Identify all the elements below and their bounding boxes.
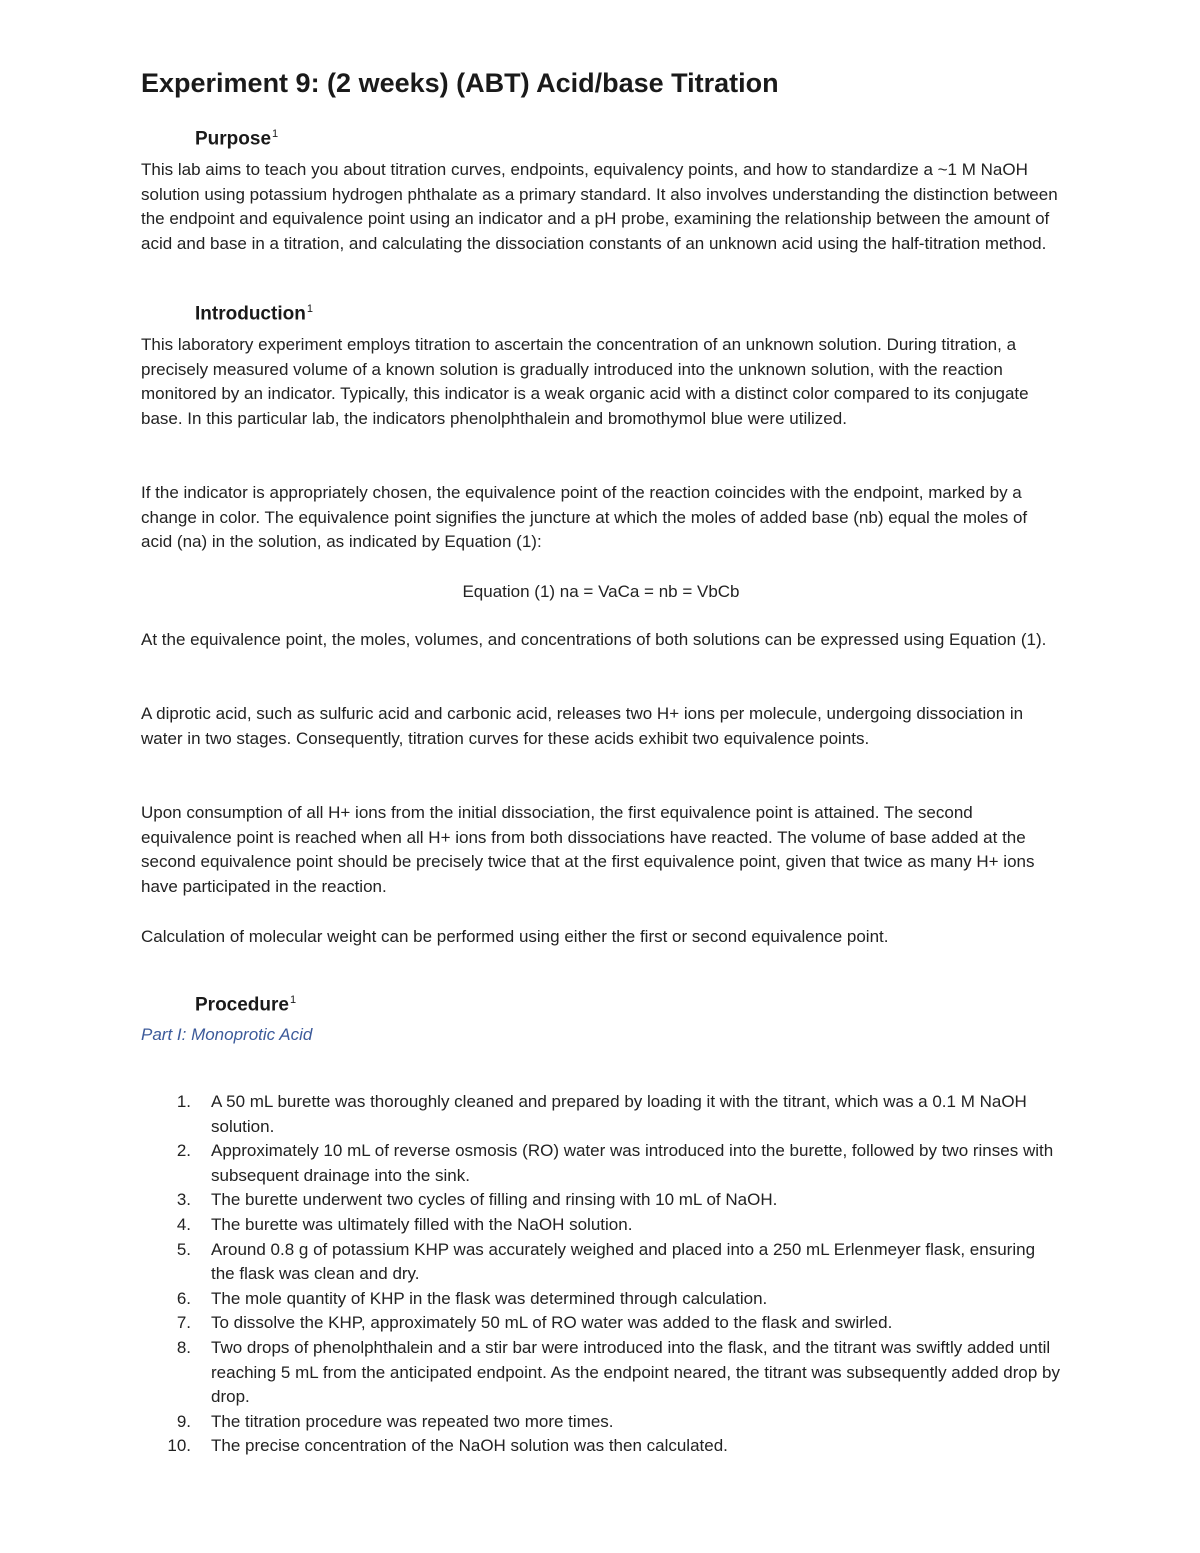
procedure-step — [141, 1090, 1061, 1139]
step-number: 3. — [176, 1190, 191, 1210]
intro-paragraph-3: At the equivalence point, the moles, volumes, and concentrations of both solutions can be expressed using Equation (1). — [141, 630, 1047, 649]
intro-paragraph-4: A diprotic acid, such as sulfuric acid and carbonic acid, releases two H+ ions per molecule, undergoing dissociation in water in two stages. Consequently, titration curves for these acids exhibit two equivalence points. — [141, 704, 1024, 748]
step-text: The burette was ultimately filled with the NaOH solution. — [211, 1214, 633, 1234]
procedure-step — [141, 1336, 1061, 1410]
procedure-step — [141, 1434, 1061, 1459]
step-number: 7. — [176, 1313, 191, 1333]
step-number: 1. — [176, 1092, 191, 1111]
procedure-heading-text: Procedure — [195, 994, 289, 1016]
procedure-heading — [195, 994, 296, 1016]
procedure-step — [141, 1410, 1061, 1435]
procedure-step — [141, 1311, 1061, 1336]
step-text: Approximately 10 mL of reverse osmosis (RO) water was introduced into the burette, followed by two rinses with subsequent drainage into the sink. — [211, 1141, 1054, 1185]
step-text: The mole quantity of KHP in the flask was determined through calculation. — [211, 1288, 768, 1308]
step-number: 2. — [176, 1141, 191, 1161]
intro-paragraph-6: Calculation of molecular weight can be performed using either the first or second equivalence point. — [141, 927, 889, 946]
procedure-steps-list — [141, 1090, 1061, 1459]
step-number: 9. — [176, 1411, 191, 1431]
introduction-footnote-ref: 1 — [306, 303, 313, 315]
equation-1: Equation (1) na = VaCa = nb = VbCb — [462, 582, 740, 601]
step-number: 8. — [176, 1337, 191, 1357]
purpose-footnote-ref: 1 — [272, 128, 279, 140]
introduction-heading — [195, 303, 313, 325]
purpose-heading-text: Purpose — [195, 128, 272, 150]
procedure-step — [141, 1188, 1061, 1213]
procedure-step — [141, 1139, 1061, 1188]
step-number: 6. — [176, 1288, 191, 1308]
step-text: A 50 mL burette was thoroughly cleaned and prepared by loading it with the titrant, which was a 0.1 M NaOH solution. — [211, 1092, 1027, 1136]
document-title: Experiment 9: (2 weeks) (ABT) Acid/base Titration — [141, 68, 779, 98]
purpose-heading — [195, 128, 278, 150]
step-text: Two drops of phenolphthalein and a stir bar were introduced into the flask, and the titrant was swiftly added until reaching 5 mL from the anticipated endpoint. As the endpoint neared, the titrant was subsequently added drop by drop. — [211, 1337, 1060, 1407]
step-text: The titration procedure was repeated two more times. — [211, 1411, 614, 1431]
intro-paragraph-1: This laboratory experiment employs titration to ascertain the concentration of an unknown solution. During titration, a precisely measured volume of a known solution is gradually introduced into the unknown solution, with the reaction monitored by an indicator. Typically, this indicator is a weak organic acid with a distinct color compared to its conjugate base. In this particular lab, the indicators phenolphthalein and bromothymol blue were utilized. — [141, 335, 1029, 428]
procedure-step — [141, 1213, 1061, 1238]
procedure-step — [141, 1287, 1061, 1312]
step-number: 10. — [167, 1436, 191, 1456]
procedure-step — [141, 1238, 1061, 1287]
step-text: To dissolve the KHP, approximately 50 mL of RO water was added to the flask and swirled. — [211, 1313, 893, 1333]
intro-paragraph-2: If the indicator is appropriately chosen, the equivalence point of the reaction coincides with the endpoint, marked by a change in color. The equivalence point signifies the juncture at which the moles of added base (nb) equal the moles of acid (na) in the solution, as indicated by Equation (1): — [141, 483, 1028, 552]
step-number: 5. — [176, 1239, 191, 1259]
step-text: The burette underwent two cycles of filling and rinsing with 10 mL of NaOH. — [211, 1190, 778, 1210]
purpose-paragraph: This lab aims to teach you about titration curves, endpoints, equivalency points, and how to standardize a ~1 M NaOH solution using potassium hydrogen phthalate as a primary standard. It also involves understanding the distinction between the endpoint and equivalence point using an indicator and a pH probe, examining the relationship between the amount of acid and base in a titration, and calculating the dissociation constants of an unknown acid using the half-titration method. — [141, 160, 1058, 253]
step-text: The precise concentration of the NaOH solution was then calculated. — [211, 1436, 728, 1456]
step-number: 4. — [176, 1214, 191, 1234]
part-1-subheading: Part I: Monoprotic Acid — [141, 1025, 313, 1044]
introduction-heading-text: Introduction — [195, 303, 306, 325]
procedure-footnote-ref: 1 — [289, 994, 297, 1006]
step-text: Around 0.8 g of potassium KHP was accurately weighed and placed into a 250 mL Erlenmeyer flask, ensuring the flask was clean and dry. — [211, 1239, 1036, 1284]
intro-paragraph-5: Upon consumption of all H+ ions from the initial dissociation, the first equivalence point is attained. The second equivalence point is reached when all H+ ions from both dissociations have reacted. The volume of base added at the second equivalence point should be precisely twice that at the first equivalence point, given that twice as many H+ ions have participated in the reaction. — [141, 803, 1035, 896]
